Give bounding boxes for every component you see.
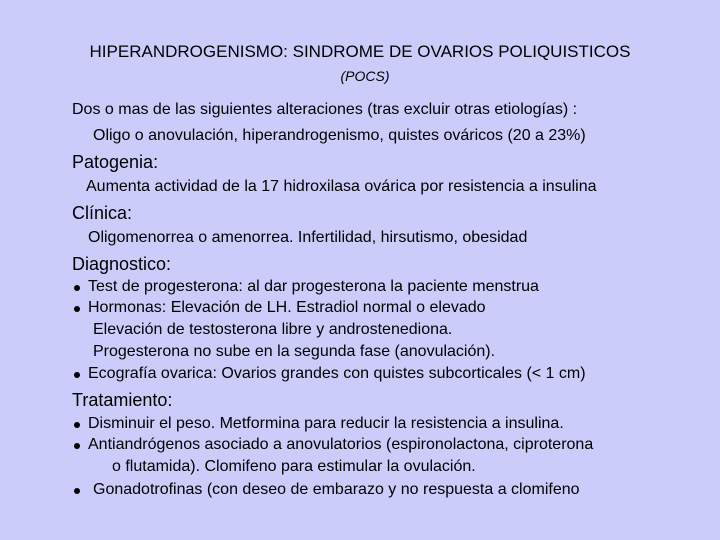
bullet-dot-icon [74, 443, 80, 449]
tratamiento-item-2: Antiandrógenos asociado a anovulatorios (espironolactona, ciproterona [88, 436, 594, 453]
bullet-dot-icon [74, 285, 80, 291]
diagnostico-item-3: Ecografía ovarica: Ovarios grandes con quistes subcorticales (< 1 cm) [88, 365, 586, 382]
tratamiento-item-3: Gonadotrofinas (con deseo de embarazo y no respuesta a clomifeno [93, 481, 580, 498]
bullet-dot-icon [74, 422, 80, 428]
intro-line-2: Oligo o anovulación, hiperandrogenismo, quistes ováricos (20 a 23%) [93, 127, 586, 144]
tratamiento-item-2-cont: o flutamida). Clomifeno para estimular la ovulación. [112, 458, 476, 475]
clinica-heading: Clínica: [72, 203, 133, 223]
slide-subtitle: (POCS) [340, 68, 390, 84]
diagnostico-heading: Diagnostico: [72, 254, 172, 274]
patogenia-text: Aumenta actividad de la 17 hidroxilasa ovárica por resistencia a insulina [86, 178, 597, 195]
diagnostico-item-2-cont-2: Progesterona no sube en la segunda fase (anovulación). [93, 343, 496, 360]
clinica-text: Oligomenorrea o amenorrea. Infertilidad, hirsutismo, obesidad [88, 229, 528, 246]
bullet-dot-icon [74, 488, 80, 494]
patogenia-heading: Patogenia: [72, 152, 159, 172]
bullet-dot-icon [74, 372, 80, 378]
diagnostico-item-1: Test de progesterona: al dar progesterona la paciente menstrua [88, 278, 539, 295]
intro-line-1: Dos o mas de las siguientes alteraciones (tras excluir otras etiologías) : [72, 101, 578, 118]
slide-title: HIPERANDROGENISMO: SINDROME DE OVARIOS POLIQUISTICOS [89, 42, 631, 61]
diagnostico-item-2: Hormonas: Elevación de LH. Estradiol normal o elevado [88, 299, 486, 316]
tratamiento-item-1: Disminuir el peso. Metformina para reducir la resistencia a insulina. [88, 415, 564, 432]
diagnostico-item-2-cont-1: Elevación de testosterona libre y androstenediona. [93, 321, 453, 338]
tratamiento-heading: Tratamiento: [72, 390, 173, 410]
bullet-dot-icon [74, 306, 80, 312]
